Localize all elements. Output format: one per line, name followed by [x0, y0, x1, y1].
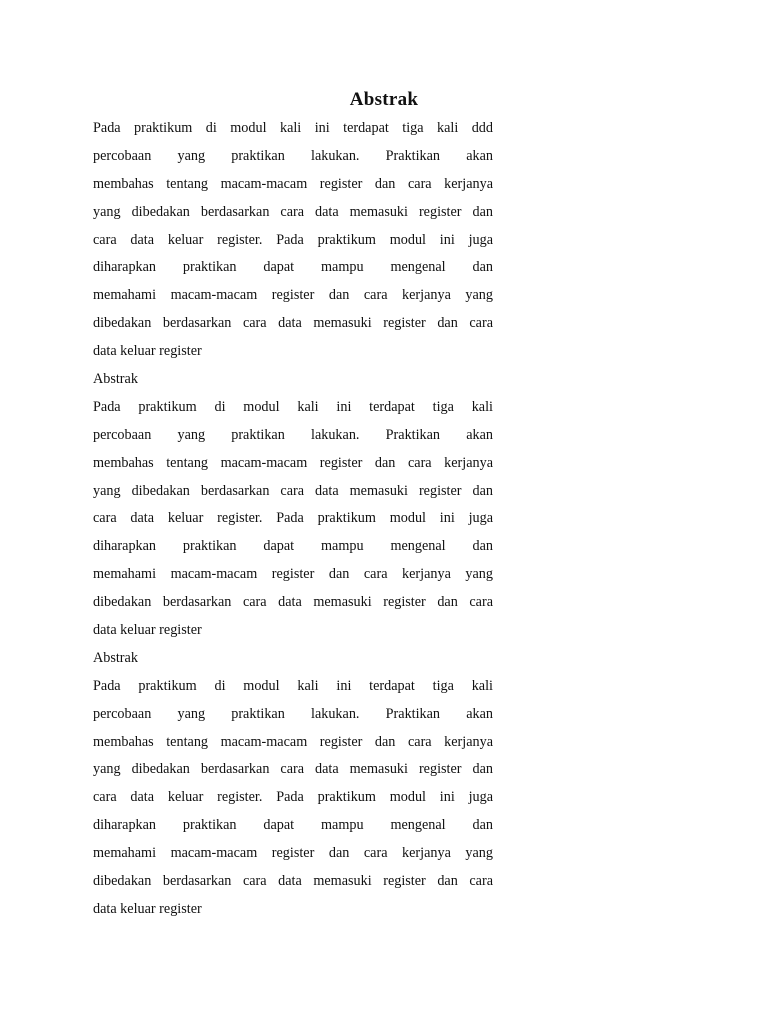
paragraph-line: yang dibedakan berdasarkan cara data memasuki register dan [93, 203, 493, 220]
paragraph-line: membahas tentang macam-macam register dan cara kerjanya [93, 175, 493, 192]
paragraph-line: data keluar register [93, 622, 202, 639]
paragraph-line: dibedakan berdasarkan cara data memasuki register dan cara [93, 315, 493, 332]
paragraph-line: membahas tentang macam-macam register dan cara kerjanya [93, 733, 493, 750]
paragraph-line: memahami macam-macam register dan cara kerjanya yang [93, 566, 493, 583]
paragraph-line: cara data keluar register. Pada praktikum modul ini juga [93, 789, 493, 806]
paragraph-line: cara data keluar register. Pada praktikum modul ini juga [93, 231, 493, 248]
paragraph-line: diharapkan praktikan dapat mampu mengenal dan [93, 538, 493, 555]
paragraph-line: data keluar register [93, 900, 202, 917]
section-heading: Abstrak [93, 371, 138, 388]
paragraph-line: cara data keluar register. Pada praktikum modul ini juga [93, 510, 493, 527]
paragraph-line: membahas tentang macam-macam register dan cara kerjanya [93, 454, 493, 471]
paragraph-line: percobaan yang praktikan lakukan. Praktikan akan [93, 426, 493, 443]
paragraph-line: Pada praktikum di modul kali ini terdapat tiga kali ddd [93, 120, 493, 136]
paragraph-line: yang dibedakan berdasarkan cara data memasuki register dan [93, 482, 493, 499]
paragraph-line: Pada praktikum di modul kali ini terdapat tiga kali [93, 677, 493, 694]
paragraph-line: percobaan yang praktikan lakukan. Praktikan akan [93, 147, 493, 164]
document-title: Abstrak [349, 89, 419, 110]
paragraph-line: diharapkan praktikan dapat mampu mengenal dan [93, 259, 493, 276]
paragraph-line: memahami macam-macam register dan cara kerjanya yang [93, 287, 493, 304]
paragraph-line: memahami macam-macam register dan cara kerjanya yang [93, 845, 493, 862]
section-heading: Abstrak [93, 649, 138, 666]
paragraph-line: percobaan yang praktikan lakukan. Praktikan akan [93, 705, 493, 722]
paragraph-line: dibedakan berdasarkan cara data memasuki register dan cara [93, 594, 493, 611]
paragraph-line: yang dibedakan berdasarkan cara data memasuki register dan [93, 761, 493, 778]
paragraph-line: data keluar register [93, 343, 202, 360]
paragraph-line: dibedakan berdasarkan cara data memasuki register dan cara [93, 873, 493, 890]
document-body [93, 115, 493, 924]
paragraph-line: diharapkan praktikan dapat mampu mengenal dan [93, 817, 493, 834]
paragraph-line: Pada praktikum di modul kali ini terdapat tiga kali [93, 398, 493, 415]
